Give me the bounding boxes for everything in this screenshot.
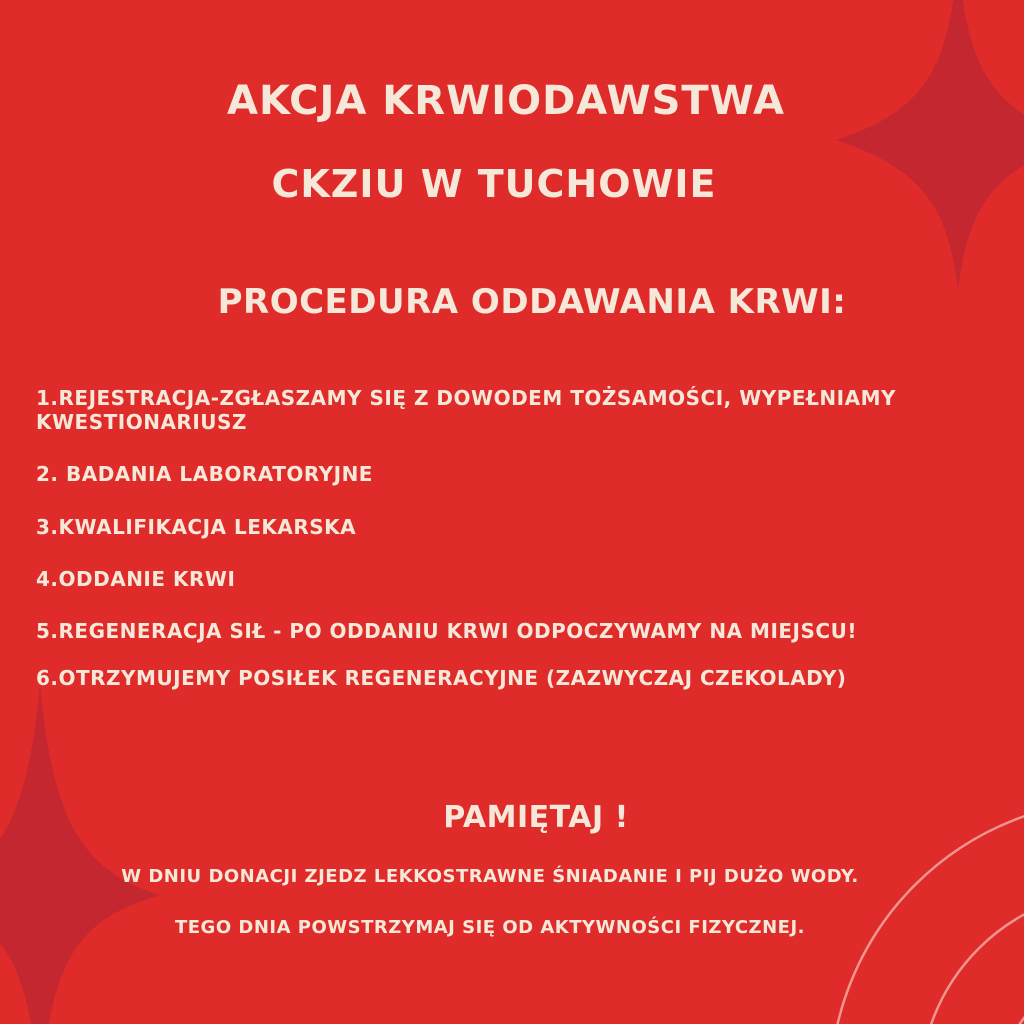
step-6: 6.OTRZYMUJEMY POSIŁEK REGENERACYJNE (ZAZWYCZAJ CZEKOLADY) bbox=[36, 666, 847, 690]
advice-line-1: W DNIU DONACJI ZJEDZ LEKKOSTRAWNE ŚNIADANIE I PIJ DUŻO WODY. bbox=[121, 866, 859, 887]
sparkle-star-top-right-icon bbox=[836, 0, 1024, 290]
step-5: 5.REGENERACJA SIŁ - PO ODDANIU KRWI ODPOCZYWAMY NA MIEJSCU! bbox=[36, 619, 857, 643]
step-3: 3.KWALIFIKACJA LEKARSKA bbox=[36, 515, 357, 539]
step-1-line-2: KWESTIONARIUSZ bbox=[36, 410, 247, 434]
sparkle-star-bottom-left-icon bbox=[0, 684, 160, 1024]
procedure-heading: PROCEDURA ODDAWANIA KRWI: bbox=[217, 282, 847, 322]
advice-line-2: TEGO DNIA POWSTRZYMAJ SIĘ OD AKTYWNOŚCI FIZYCZNEJ. bbox=[174, 917, 806, 938]
step-1-line-1: 1.REJESTRACJA-ZGŁASZAMY SIĘ Z DOWODEM TOŻSAMOŚCI, WYPEŁNIAMY bbox=[36, 386, 896, 410]
step-2: 2. BADANIA LABORATORYJNE bbox=[36, 462, 373, 486]
remember-heading: PAMIĘTAJ ! bbox=[443, 800, 629, 835]
title-line-2: CKZIU W TUCHOWIE bbox=[271, 162, 717, 206]
step-4: 4.ODDANIE KRWI bbox=[36, 567, 236, 591]
title-line-1: AKCJA KRWIODAWSTWA bbox=[227, 78, 785, 124]
